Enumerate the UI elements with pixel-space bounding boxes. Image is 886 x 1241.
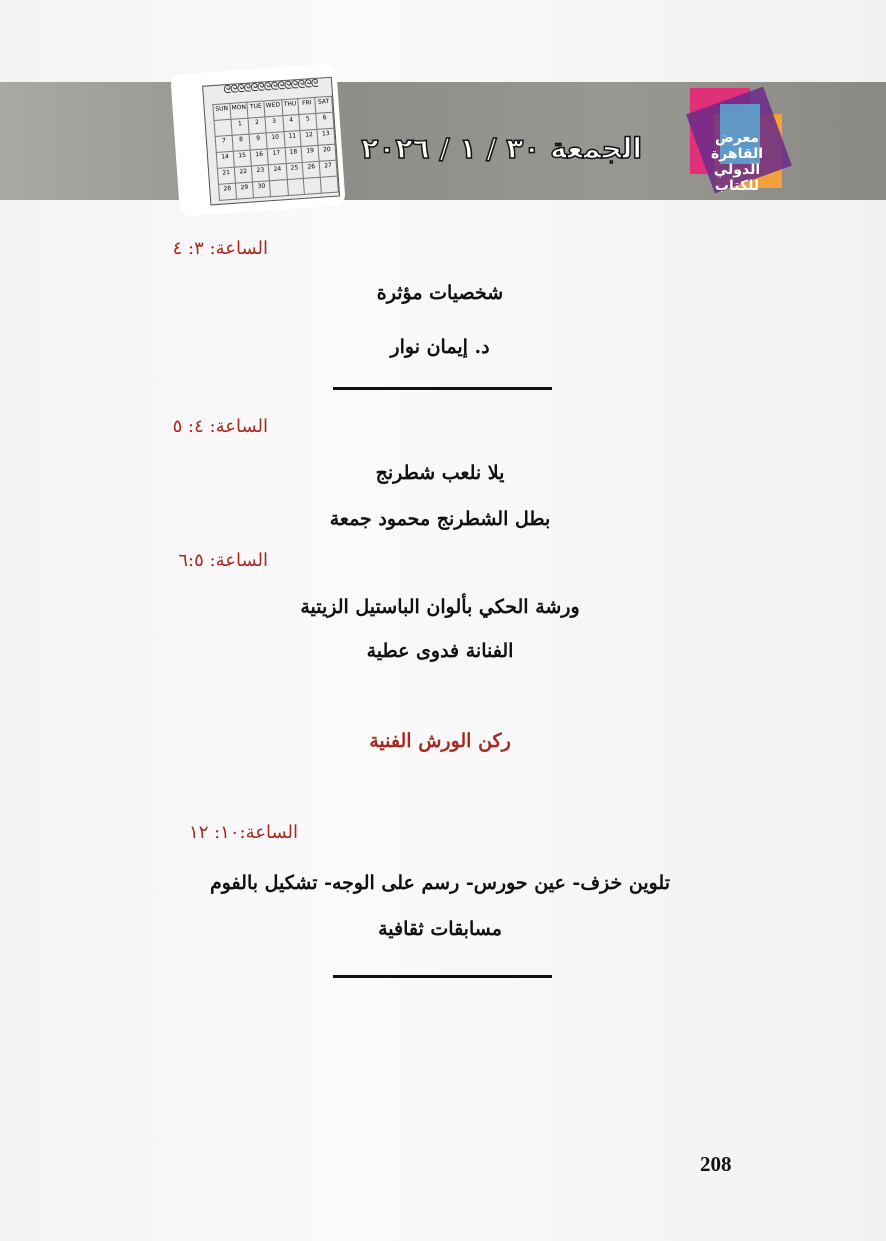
divider bbox=[333, 387, 552, 390]
calendar-day: MON bbox=[230, 102, 248, 119]
calendar-date: 13 bbox=[317, 128, 335, 145]
page-number: 208 bbox=[700, 1152, 732, 1176]
calendar-icon: ᘓᘓᘓᘓᘓᘓᘓᘓᘓᘓᘓᘓᘓᘓ SUN MON TUE WED THU FRI SAT 1 2 3 4 5 6 7 8 9 10 11 12 13 14 15 16 17 18 19 20 21 22 23 24 25 26 27 28 29 30 bbox=[173, 67, 342, 214]
calendar-date: 18 bbox=[285, 146, 303, 163]
calendar-date: 12 bbox=[300, 129, 318, 146]
event-presenter: د. إيمان نوار bbox=[390, 336, 490, 358]
event-time: الساعة: ٤: ٥ bbox=[172, 416, 268, 437]
calendar-date bbox=[214, 119, 232, 136]
workshop-subtitle: مسابقات ثقافية bbox=[378, 918, 502, 940]
calendar-date: 24 bbox=[268, 164, 286, 181]
calendar-date: 14 bbox=[216, 151, 234, 168]
event-title: ورشة الحكي بألوان الباستيل الزيتية bbox=[300, 596, 580, 618]
calendar-day: SAT bbox=[315, 96, 333, 113]
calendar-date: 10 bbox=[266, 132, 284, 149]
calendar-date bbox=[270, 180, 288, 197]
calendar-date bbox=[320, 176, 338, 193]
calendar-date: 7 bbox=[215, 135, 233, 152]
event-time: الساعة: ٦:٥ bbox=[178, 550, 268, 571]
event-presenter: بطل الشطرنج محمود جمعة bbox=[329, 508, 551, 530]
calendar-date: 21 bbox=[217, 167, 235, 184]
divider bbox=[333, 975, 552, 978]
calendar-date: 19 bbox=[301, 145, 319, 162]
calendar-date: 28 bbox=[218, 183, 236, 200]
calendar-date bbox=[304, 177, 322, 194]
calendar-date: 3 bbox=[265, 116, 283, 133]
calendar-date: 2 bbox=[248, 117, 266, 134]
calendar-date: 17 bbox=[267, 148, 285, 165]
calendar-date: 25 bbox=[286, 162, 304, 179]
calendar-date: 22 bbox=[234, 166, 252, 183]
calendar-date: 11 bbox=[283, 131, 301, 148]
calendar-date: 9 bbox=[249, 133, 267, 150]
calendar-date: 5 bbox=[299, 113, 317, 130]
calendar-date: 27 bbox=[319, 160, 337, 177]
workshop-title: تلوين خزف- عين حورس- رسم على الوجه- تشكيل بالفوم bbox=[209, 872, 671, 894]
event-title: يلا نلعب شطرنج bbox=[375, 462, 505, 484]
calendar-date: 4 bbox=[282, 115, 300, 132]
calendar-date: 23 bbox=[252, 165, 270, 182]
calendar-date: 30 bbox=[253, 181, 271, 198]
workshop-time: الساعة:١٠: ١٢ bbox=[189, 822, 298, 843]
book-fair-logo bbox=[690, 88, 782, 194]
calendar-day: TUE bbox=[247, 101, 265, 118]
calendar-date: 26 bbox=[303, 161, 321, 178]
calendar-date: 6 bbox=[316, 112, 334, 129]
calendar-date: 15 bbox=[233, 150, 251, 167]
calendar-day: WED bbox=[264, 100, 282, 117]
calendar-date: 1 bbox=[231, 118, 249, 135]
calendar-day: THU bbox=[281, 99, 299, 116]
calendar-date: 29 bbox=[235, 182, 253, 199]
calendar-day: FRI bbox=[298, 97, 316, 114]
event-presenter: الفنانة فدوى عطية bbox=[366, 640, 514, 662]
calendar-date: 16 bbox=[250, 149, 268, 166]
section-title: ركن الورش الفنية bbox=[369, 730, 511, 752]
calendar-day: SUN bbox=[213, 103, 231, 120]
event-time: الساعة: ٣: ٤ bbox=[172, 238, 268, 259]
page-title: الجمعة ٣٠ / ١ / ٢٠٢٦ bbox=[361, 132, 642, 165]
event-title: شخصيات مؤثرة bbox=[376, 282, 504, 304]
logo-arabic: معرض القاهرة الدولي للكتاب bbox=[710, 130, 764, 194]
calendar-date bbox=[287, 178, 305, 195]
calendar-date: 20 bbox=[318, 144, 336, 161]
calendar-date: 8 bbox=[232, 134, 250, 151]
